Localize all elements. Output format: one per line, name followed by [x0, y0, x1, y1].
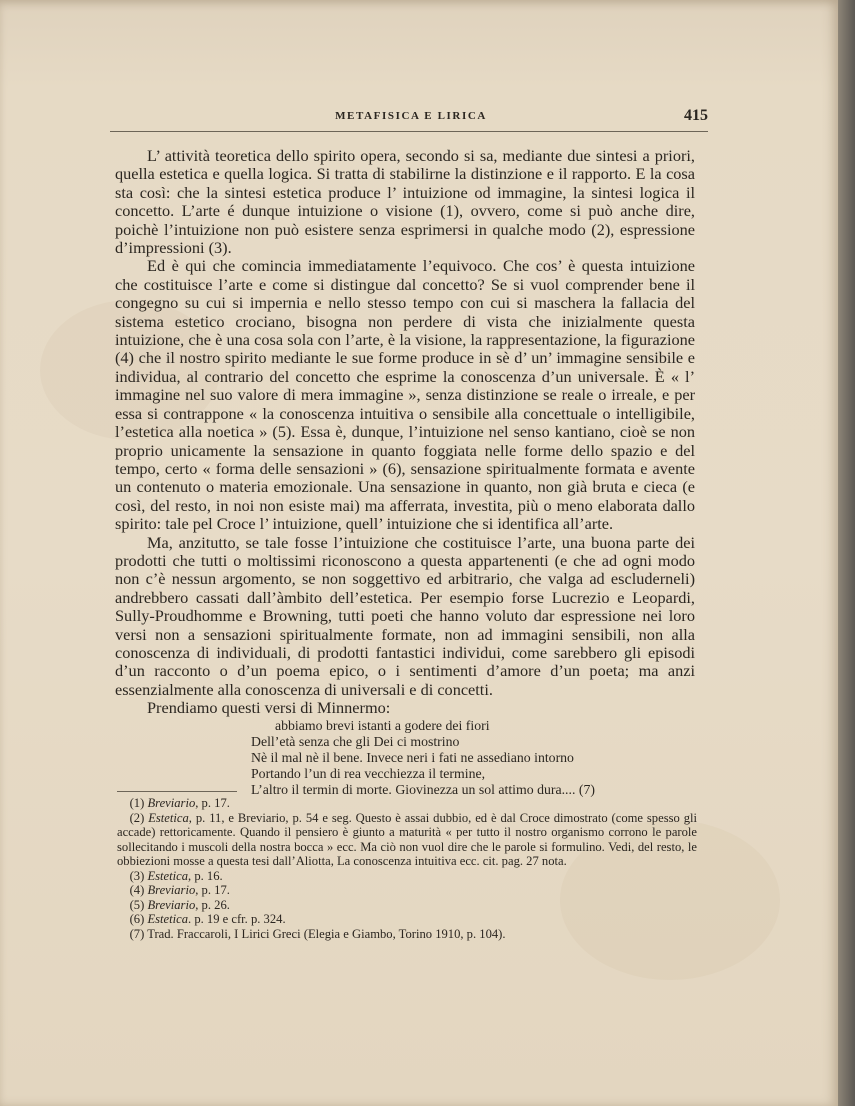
paragraph: Ma, anzitutto, se tale fosse l’intuizione che costituisce l’arte, una buona parte dei prodotti che tutti o moltissimi riconoscono a questa appartenenti (e che ad ogni modo non c’è nessun argomento, se non soggettivo ed arbitrario, che valga ad escluderneli) andrebbero cassati dall’àmbito dell’estetica. Per esempio forse Lucrezio e Leopardi, Sully-Proudhomme e Browning, tutti poeti che hanno voluto dar espressione nei loro versi non a sensazioni spiritualmente formate, non ad immagini sensibili, non alla conoscenza di individuali, di prodotti fantastici individui, come sarebbero gli episodi d’un racconto o d’un poema epico, o i sentimenti d’amore d’un poeta; ma anzi essenzialmente alla conoscenza di universali e di concetti. — [115, 532, 695, 699]
page-header — [114, 107, 708, 130]
footnote-text: , p. 17. — [195, 796, 230, 810]
verse-line: Dell’età senza che gli Dei ci mostrino — [251, 734, 460, 749]
footnote — [117, 927, 697, 942]
footnote — [117, 898, 697, 913]
footnote-text: , p. 17. — [195, 883, 230, 897]
footnote-number: (6) — [129, 912, 145, 926]
paragraph: Prendiamo questi versi di Minnermo: — [147, 698, 391, 718]
verse-line: L’altro il termin di morte. Giovinezza un sol attimo dura.... (7) — [251, 782, 595, 797]
paragraph: L’ attività teoretica dello spirito opera, secondo si sa, mediante due sintesi a priori, quella estetica e quella logica. Si tratta di stabilirne la distinzione e il rapporto. E la cosa sta così: che la sintesi estetica produce l’ intuizione od immagine, la sintesi logica il concetto. L’arte é dunque intuizione o visione (1), ovvero, come si può anche dire, poichè l’intuizione non può esistere senza esprimersi in qualche modo (2), espressione d’impressioni (3). — [115, 146, 695, 258]
paragraph: Ed è qui che comincia immediatamente l’equivoco. Che cos’ è questa intuizione che costituisce l’arte e come si distingue dal concetto? Se si vuol comprender bene il congegno su cui si impernia e nello stesso tempo con cui si maschera la fallacia del sistema estetico crociano, bisogna non perdere di vista che inizialmente questa intuizione, che è una cosa sola con l’arte, è la visione, la rappresentazione, la figurazione (4) che il nostro spirito mediante le sue forme produce in sè d’ un’ immagine sensibile e individua, al contrario del concetto che esprime la conoscenza d’un universale. È « l’ immagine nel suo valore di mera immagine », senza distinzione se reale o irreale, e per essa si contrappone « la conoscenza intuitiva o sensibile alla concettuale o intelligibile, l’estetica alla noetica » (5). Essa è, dunque, l’intuizione nel senso kantiano, cioè se non proprio unicamente la sensazione in quanto foggiata nelle forme dello spazio e del tempo, certo « forma delle sensazioni » (6), sensazione spiritualmente formata e avente un contenuto o materia emozionale. Una sensazione in quanto, non già bruta e cieca (e così, del resto, in noi non esiste mai) ma afferrata, investita, più o meno elaborata dallo spirito: tale pel Croce l’ intuizione, quell’ intuizione che si identifica all’arte. — [115, 256, 695, 534]
footnote — [117, 811, 697, 869]
footnote-text: (Elegia e Giambo, Torino 1910, p. 104). — [300, 926, 506, 941]
footnote-text: , p. 11, e Breviario, p. 54 e seg. Questo è assai dubbio, ed è dal Croce dimostrato (come spesso gli accade) rettoricamente. Quando il pensiero è giunto a maturità « per tutto il nostro organismo corrono le parole sollecitando i muscoli della nostra bocca » ecc. Ma ciò non vuol dire che le parole si formulino. Vedi, del resto, le obbiezioni mosse a questa tesi dall’Aliotta, La conoscenza intuitiva ecc. cit. pag. 27 nota. — [117, 810, 698, 868]
footnote-number: (5) — [129, 897, 145, 912]
verse-quote — [247, 718, 595, 798]
footnote-number: (2) — [129, 810, 145, 825]
footnote-work: Estetica — [147, 868, 189, 883]
page-edge-shadow — [838, 0, 855, 1106]
footnote-number: (3) — [129, 868, 145, 883]
footnote — [117, 912, 697, 927]
footnote-rule — [117, 791, 237, 792]
footnote-work: Breviario — [147, 796, 196, 810]
footnote-text: , p. 16. — [188, 868, 223, 883]
footnote-number: (4) — [129, 883, 145, 897]
running-title: METAFISICA E LIRICA — [335, 110, 487, 122]
footnote-work: Breviario — [147, 897, 196, 912]
page-number: 415 — [684, 107, 708, 124]
footnote-text: , p. 26. — [195, 897, 230, 912]
footnote-work: Breviario — [147, 883, 196, 897]
footnote-number: (7) — [129, 926, 145, 941]
footnotes — [117, 796, 697, 941]
footnote-number: (1) — [129, 796, 145, 810]
header-rule — [110, 131, 708, 132]
footnote — [117, 883, 697, 898]
footnote-work: Trad. Fraccaroli, I Lirici Greci — [147, 926, 301, 941]
footnote — [117, 869, 697, 884]
footnote — [117, 796, 697, 811]
footnote-text: . p. 19 e cfr. p. 324. — [188, 912, 286, 926]
verse-line: abbiamo brevi istanti a godere dei fiori — [275, 718, 490, 733]
footnote-work: Estetica — [147, 912, 189, 926]
verse-line: Portando l’un di rea vecchiezza il termine, — [251, 766, 486, 781]
verse-line: Nè il mal nè il bene. Invece neri i fati ne assediano intorno — [251, 750, 574, 765]
footnote-work: Estetica — [148, 810, 189, 825]
body-text — [115, 147, 695, 718]
